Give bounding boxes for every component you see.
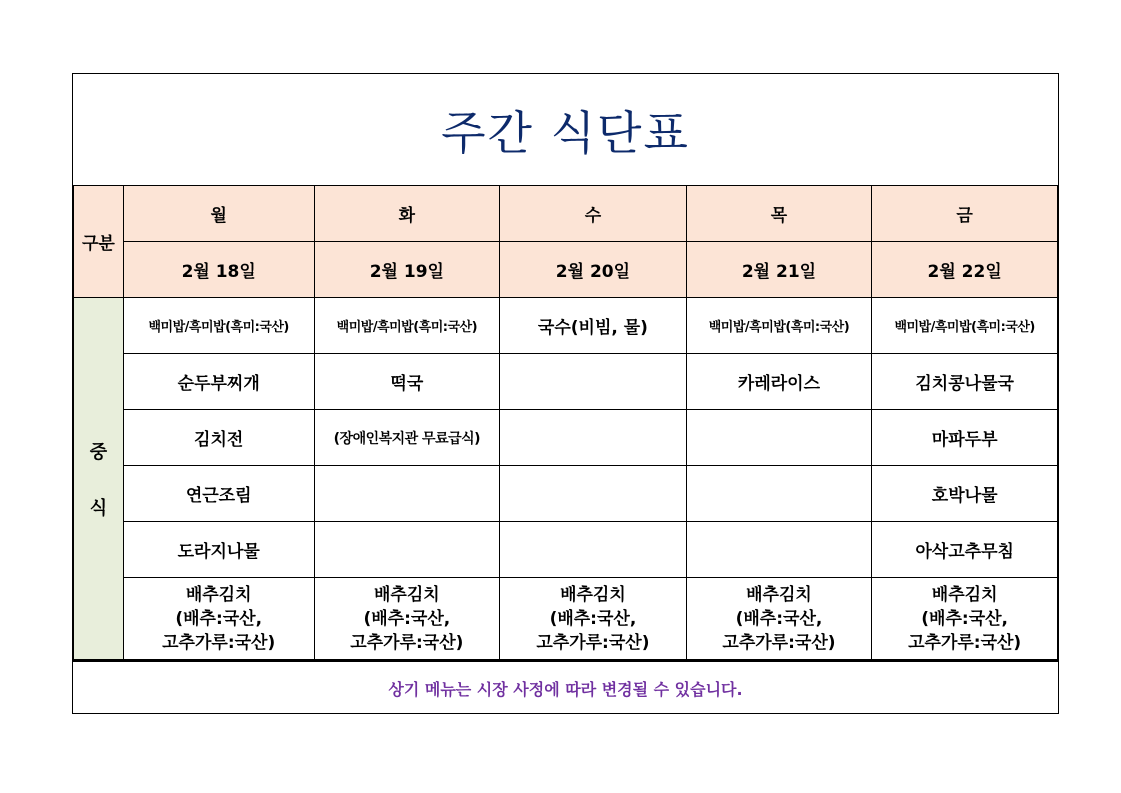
menu-cell: 카레라이스 <box>686 354 872 410</box>
day-header: 금 <box>872 186 1058 242</box>
menu-cell <box>686 466 872 522</box>
kimchi-line: 고추가루:국산) <box>350 632 464 653</box>
menu-cell: 순두부찌개 <box>123 354 314 410</box>
kimchi-cell <box>872 578 1058 660</box>
kimchi-line: (배추:국산, <box>549 608 637 629</box>
kimchi-cell <box>314 578 500 660</box>
menu-cell: 김치전 <box>123 410 314 466</box>
page-title: 주간 식단표 <box>441 105 690 160</box>
category-header: 구분 <box>74 186 124 298</box>
menu-cell: 도라지나물 <box>123 522 314 578</box>
menu-cell: 국수(비빔, 물) <box>500 298 686 354</box>
menu-cell: 백미밥/흑미밥(흑미:국산) <box>686 298 872 354</box>
meal-category-lunch <box>74 298 124 660</box>
menu-cell: 백미밥/흑미밥(흑미:국산) <box>872 298 1058 354</box>
menu-cell: 마파두부 <box>872 410 1058 466</box>
menu-cell: 아삭고추무침 <box>872 522 1058 578</box>
kimchi-cell <box>123 578 314 660</box>
menu-cell: 연근조림 <box>123 466 314 522</box>
day-header: 수 <box>500 186 686 242</box>
kimchi-line: (배추:국산, <box>363 608 451 629</box>
menu-cell: 떡국 <box>314 354 500 410</box>
kimchi-line: 고추가루:국산) <box>722 632 836 653</box>
kimchi-line: 배추김치 <box>374 584 440 605</box>
menu-cell: 호박나물 <box>872 466 1058 522</box>
menu-cell <box>314 466 500 522</box>
day-header: 월 <box>123 186 314 242</box>
kimchi-line: (배추:국산, <box>735 608 823 629</box>
kimchi-line: 고추가루:국산) <box>162 632 276 653</box>
menu-cell: 백미밥/흑미밥(흑미:국산) <box>314 298 500 354</box>
menu-cell: (장애인복지관 무료급식) <box>314 410 500 466</box>
menu-cell <box>500 522 686 578</box>
kimchi-line: 배추김치 <box>931 584 998 605</box>
date-header: 2월 21일 <box>686 242 872 298</box>
kimchi-line: 고추가루:국산) <box>908 632 1022 653</box>
kimchi-cell <box>500 578 686 660</box>
menu-cell <box>314 522 500 578</box>
title-row <box>73 74 1058 187</box>
menu-sheet <box>72 73 1059 714</box>
menu-cell <box>500 466 686 522</box>
kimchi-line: 배추김치 <box>560 584 626 605</box>
menu-cell <box>500 354 686 410</box>
date-header: 2월 19일 <box>314 242 500 298</box>
footer-text: 상기 메뉴는 시장 사정에 따라 변경될 수 있습니다. <box>388 680 743 699</box>
footer-notice <box>73 660 1058 715</box>
kimchi-line: 고추가루:국산) <box>536 632 650 653</box>
kimchi-line: (배추:국산, <box>175 608 263 629</box>
menu-cell <box>686 522 872 578</box>
kimchi-line: 배추김치 <box>746 584 812 605</box>
day-header: 화 <box>314 186 500 242</box>
menu-cell <box>686 410 872 466</box>
meal-label-char: 중 <box>89 441 108 463</box>
date-header: 2월 22일 <box>872 242 1058 298</box>
menu-cell: 백미밥/흑미밥(흑미:국산) <box>123 298 314 354</box>
day-header: 목 <box>686 186 872 242</box>
kimchi-line: (배추:국산, <box>921 608 1008 629</box>
menu-cell: 김치콩나물국 <box>872 354 1058 410</box>
menu-table <box>73 185 1058 660</box>
meal-label-char: 식 <box>89 497 108 519</box>
kimchi-cell <box>686 578 872 660</box>
kimchi-line: 배추김치 <box>185 584 252 605</box>
date-header: 2월 20일 <box>500 242 686 298</box>
date-header: 2월 18일 <box>123 242 314 298</box>
menu-cell <box>500 410 686 466</box>
